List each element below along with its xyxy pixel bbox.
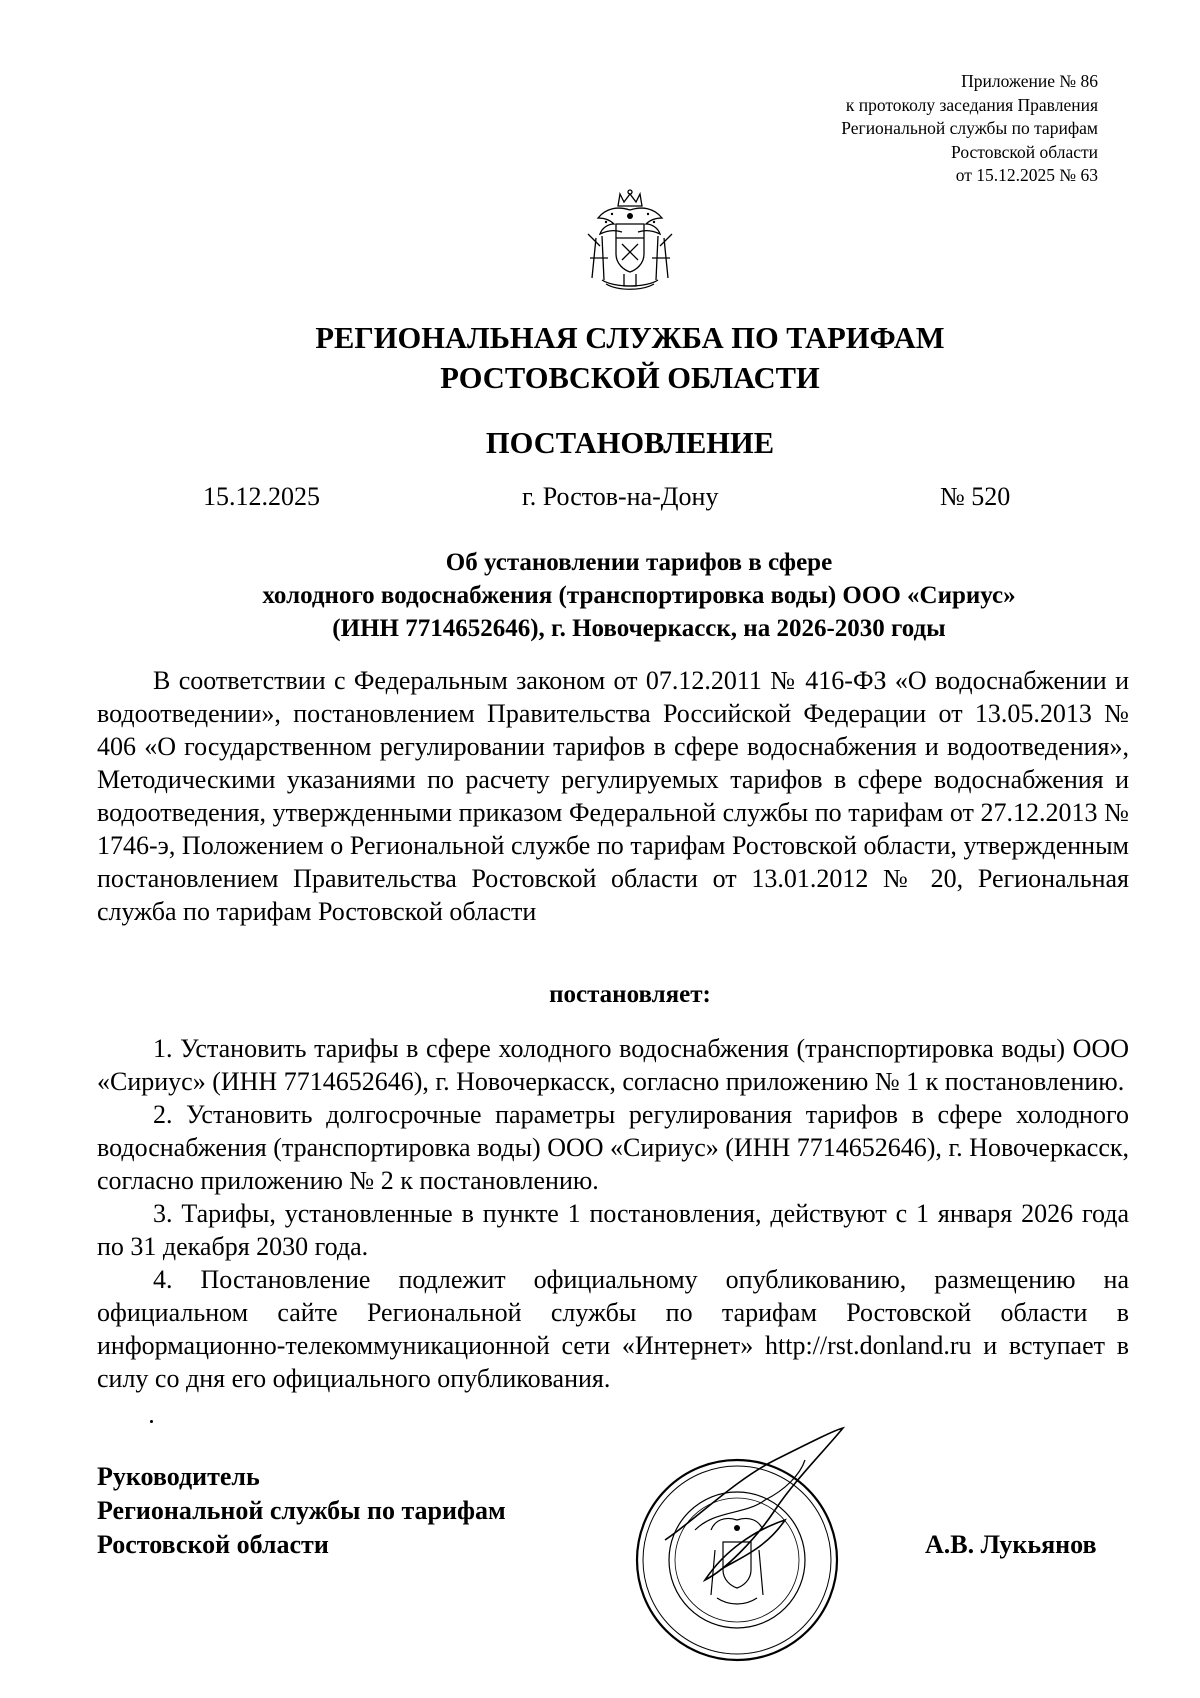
document-date: 15.12.2025: [203, 482, 320, 511]
subject-line: (ИНН 7714652646), г. Новочеркасск, на 2026-2030 годы: [332, 615, 946, 642]
decree-item: 2. Установить долгосрочные параметры регулирования тарифов в сфере холодного водоснабжения (транспортировка воды) ООО «Сириус» (ИНН 7714652646), г. Новочеркасск, согласно приложению № 2 к постановлению.: [97, 1100, 1129, 1195]
coat-of-arms-icon: [582, 188, 678, 292]
organization-title: [0, 318, 1200, 398]
appendix-line: от 15.12.2025 № 63: [955, 165, 1098, 185]
decree-items: [97, 1032, 1129, 1395]
preamble-paragraph: В соответствии с Федеральным законом от 07.12.2011 № 416-ФЗ «О водоснабжении и водоотведении», постановлением Правительства Российской Федерации от 13.05.2013 № 406 «О государственном регулировании тарифов в сфере водоснабжения и водоотведения», Методическими указаниями по расчету регулируемых тарифов в сфере водоснабжения и водоотведения, утвержденными приказом Федеральной службы по тарифам от 27.12.2013 № 1746-э, Положением о Региональной службе по тарифам Ростовской области, утвержденным постановлением Правительства Ростовской области от 13.01.2012 № 20, Региональная служба по тарифам Ростовской области: [97, 666, 1129, 926]
official-seal-icon: [625, 1420, 860, 1670]
document-type: ПОСТАНОВЛЕНИЕ: [485, 426, 775, 460]
appendix-line: Региональной службы по тарифам: [841, 118, 1098, 138]
org-title-line: РЕГИОНАЛЬНАЯ СЛУЖБА ПО ТАРИФАМ: [315, 321, 945, 355]
org-title-line: РОСТОВСКОЙ ОБЛАСТИ: [440, 361, 820, 395]
signer-position: [97, 1460, 506, 1562]
appendix-line: Приложение № 86: [961, 71, 1098, 91]
decree-item: 1. Установить тарифы в сфере холодного водоснабжения (транспортировка воды) ООО «Сириус» (ИНН 7714652646), г. Новочеркасск, согласно приложению № 1 к постановлению.: [97, 1034, 1129, 1096]
decree-item: 4. Постановление подлежит официальному опубликованию, размещению на официальном сайте Региональной службы по тарифам Ростовской области в информационно-телекоммуникационной сети «Интернет» http://rst.donland.ru и вступает в силу со дня его официального опубликования.: [97, 1265, 1129, 1393]
decree-item: 3. Тарифы, установленные в пункте 1 постановления, действуют с 1 января 2026 года по 31 декабря 2030 года.: [97, 1199, 1129, 1261]
stray-dot: [150, 1420, 153, 1423]
signer-name: А.В. Лукьянов: [925, 1530, 1097, 1559]
subject-line: холодного водоснабжения (транспортировка воды) ООО «Сириус»: [262, 582, 1016, 609]
appendix-line: к протоколу заседания Правления: [845, 94, 1098, 115]
appendix-line: Ростовской области: [951, 141, 1098, 162]
document-city: г. Ростов-на-Дону: [522, 482, 719, 511]
signer-position-line: Ростовской области: [97, 1530, 329, 1559]
signer-position-line: Региональной службы по тарифам: [97, 1496, 506, 1525]
decree-word: постановляет:: [549, 981, 711, 1008]
appendix-block: [841, 70, 1098, 188]
subject-line: Об установлении тарифов в сфере: [445, 549, 833, 576]
document-subject: [100, 546, 1178, 645]
document-number: № 520: [940, 482, 1011, 511]
signer-position-line: Руководитель: [97, 1462, 260, 1491]
preamble-block: [97, 664, 1129, 928]
